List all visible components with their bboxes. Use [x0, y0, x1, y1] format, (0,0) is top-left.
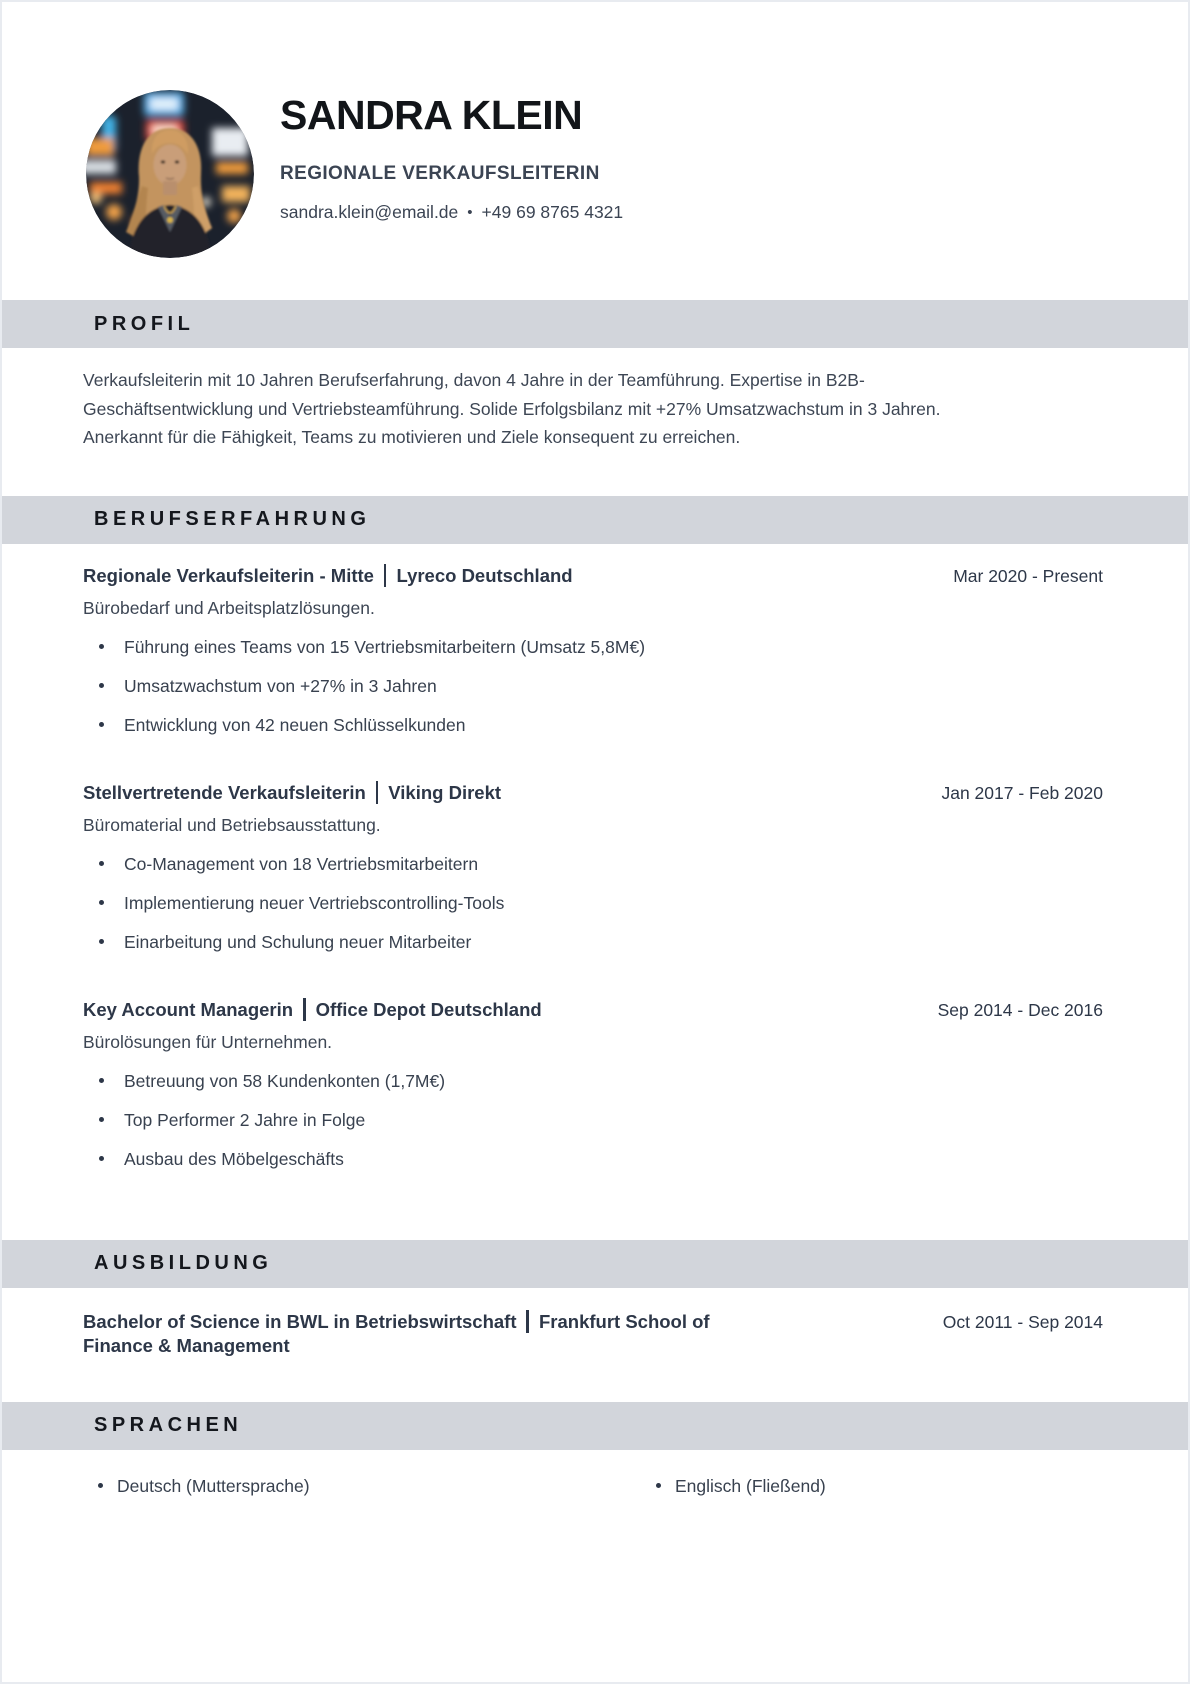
section-header-ausbildung: [2, 1240, 1188, 1288]
language-item: Englisch (Fließend): [656, 1476, 826, 1496]
language-list: [98, 1476, 1188, 1496]
section-header-sprachen: [2, 1402, 1188, 1450]
job-title: [83, 998, 542, 1021]
section-heading: PROFIL: [94, 312, 195, 335]
bullet-item: Top Performer 2 Jahre in Folge: [83, 1110, 1103, 1130]
section-header-berufserfahrung: [2, 496, 1188, 544]
bullet-item: Einarbeitung und Schulung neuer Mitarbeiter: [83, 932, 1103, 952]
job-bullet-list: [83, 637, 1103, 735]
header: [2, 2, 1188, 300]
job-role: Regionale Verkaufsleiterin - Mitte: [83, 564, 374, 586]
job-summary: Bürolösungen für Unternehmen.: [83, 1031, 333, 1052]
bullet-item: Co-Management von 18 Vertriebsmitarbeitern: [83, 854, 1103, 874]
experience-entry: [2, 998, 1188, 1169]
title-divider: [384, 564, 387, 587]
job-role: Stellvertretende Verkaufsleiterin: [83, 781, 366, 803]
profile-text: Verkaufsleiterin mit 10 Jahren Berufserfahrung, davon 4 Jahre in der Teamführung. Expertise in B2B-Geschäftsentwicklung und Vertriebsteamführung. Solide Erfolgsbilanz mit +27% Umsatzwachstum in 3 Jahren. Anerkannt für die Fähigkeit, Teams zu motivieren und Ziele konsequent zu erreichen.: [83, 370, 941, 447]
bullet-item: Betreuung von 58 Kundenkonten (1,7M€): [83, 1071, 1103, 1091]
bullet-item: Ausbau des Möbelgeschäfts: [83, 1149, 1103, 1169]
language-item: Deutsch (Muttersprache): [98, 1476, 656, 1496]
job-role: Key Account Managerin: [83, 998, 294, 1020]
name: SANDRA KLEIN: [280, 92, 583, 138]
section-heading: SPRACHEN: [94, 1414, 243, 1436]
education-entry: [2, 1310, 1188, 1358]
bullet-item: Führung eines Teams von 15 Vertriebsmitarbeitern (Umsatz 5,8M€): [83, 637, 1103, 657]
section-header-profil: [2, 300, 1188, 348]
job-dates: Sep 2014 - Dec 2016: [937, 999, 1103, 1020]
profile-photo: [86, 90, 254, 258]
section-heading: BERUFSERFAHRUNG: [94, 508, 371, 530]
education-title: [83, 1310, 763, 1358]
title-divider: [526, 1310, 529, 1333]
education-degree: Bachelor of Science in BWL in Betriebswirtschaft: [83, 1310, 517, 1332]
education-dates: Oct 2011 - Sep 2014: [942, 1311, 1103, 1332]
job-bullet-list: [83, 854, 1103, 952]
job-company: Office Depot Deutschland: [315, 998, 542, 1020]
job-title: [83, 564, 573, 587]
email-text: sandra.klein@email.de: [280, 202, 459, 222]
job-summary: Büromaterial und Betriebsausstattung.: [83, 814, 381, 835]
bullet-item: Entwicklung von 42 neuen Schlüsselkunden: [83, 715, 1103, 735]
bullet-item: Umsatzwachstum von +27% in 3 Jahren: [83, 676, 1103, 696]
job-summary: Bürobedarf und Arbeitsplatzlösungen.: [83, 597, 375, 618]
bullet-item: Implementierung neuer Vertriebscontrolling-Tools: [83, 893, 1103, 913]
job-dates: Mar 2020 - Present: [953, 565, 1103, 586]
profile-photo-image: [86, 90, 254, 258]
job-headline: REGIONALE VERKAUFSLEITERIN: [280, 163, 600, 184]
phone-text: +49 69 8765 4321: [481, 202, 624, 222]
section-heading: AUSBILDUNG: [94, 1252, 273, 1274]
job-title-row: [2, 781, 1188, 804]
job-dates: Jan 2017 - Feb 2020: [941, 782, 1103, 803]
education-school: Frankfurt School of Finance & Management: [83, 1310, 710, 1356]
job-title: [83, 781, 501, 804]
job-title-row: [2, 998, 1188, 1021]
job-bullet-list: [83, 1071, 1103, 1169]
job-company: Lyreco Deutschland: [396, 564, 573, 586]
experience-entry: [2, 781, 1188, 952]
experience-entry: [2, 564, 1188, 735]
title-divider: [303, 998, 306, 1021]
contact-separator: •: [467, 204, 473, 221]
job-company: Viking Direkt: [388, 781, 502, 803]
title-divider: [376, 781, 379, 804]
contact-line: [280, 202, 1188, 223]
job-title-row: [2, 564, 1188, 587]
